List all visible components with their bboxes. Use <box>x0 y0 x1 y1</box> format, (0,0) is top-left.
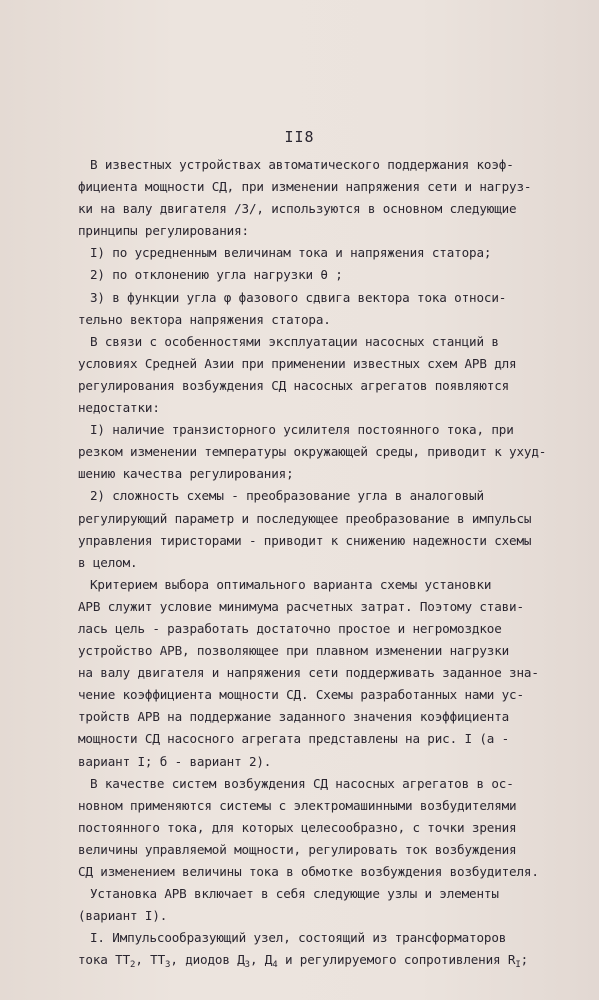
subscript: 4 <box>272 960 278 971</box>
text-line: Критерием выбора оптимального варианта схемы установки <box>90 576 492 592</box>
page-number: II8 <box>284 128 315 146</box>
text-line: 2) сложность схемы - преобразование угла в аналоговый <box>90 488 484 504</box>
text-line: резком изменении температуры окружающей среды, приводит к ухуд- <box>78 444 547 460</box>
text-line: управления тиристорами - приводит к снижению надежности схемы <box>78 532 532 548</box>
text-line: СД изменением величины тока в обмотке возбуждения возбудителя. <box>78 864 539 879</box>
text-fragment: , диодов Д <box>170 952 245 968</box>
text-line: В качестве систем возбуждения СД насосных агрегатов в ос- <box>90 775 514 791</box>
text-line: новном применяются системы с электромашинными возбудителями <box>78 797 517 813</box>
subscript: 2 <box>130 960 136 971</box>
text-line: регулирующий параметр и последующее преобразование в импульсы <box>78 510 532 526</box>
text-line: регулирования возбуждения СД насосных агрегатов появляются <box>78 377 510 393</box>
text-fragment: , Д <box>249 952 273 968</box>
text-fragment: тока ТТ <box>78 952 131 968</box>
subscript: 3 <box>165 960 171 971</box>
text-line: (вариант I). <box>78 908 168 924</box>
text-fragment: и регулируемого сопротивления R <box>277 952 516 968</box>
text-line: I) по усредненным величинам тока и напряжения статора; <box>90 245 492 261</box>
text-line: чение коэффициента мощности СД. Схемы разработанных нами ус- <box>78 687 524 703</box>
text-line: недостатки: <box>78 400 160 416</box>
text-fragment: ; <box>520 952 529 968</box>
text-line: вариант I; б - вариант 2). <box>78 753 272 769</box>
subscript: I <box>515 960 521 971</box>
text-line: тройств АРВ на поддержание заданного значения коэффициента <box>78 709 510 725</box>
text-line: принципы регулирования: <box>78 223 249 239</box>
text-line-last <box>78 949 578 971</box>
text-line: АРВ служит условие минимума расчетных затрат. Поэтому стави- <box>78 598 524 614</box>
text-line: в целом. <box>78 554 138 570</box>
text-line: лась цель - разработать достаточно простое и негромоздкое <box>78 620 502 636</box>
text-line: 2) по отклонению угла нагрузки θ ; <box>90 267 343 283</box>
text-line: на валу двигателя и напряжения сети поддерживать заданное зна- <box>78 665 539 681</box>
text-line: фициента мощности СД, при изменении напряжения сети и нагруз- <box>78 179 532 195</box>
text-line: устройство АРВ, позволяющее при плавном изменении нагрузки <box>78 643 510 659</box>
text-line: В известных устройствах автоматического поддержания коэф- <box>90 157 514 172</box>
text-line: 3) в функции угла φ фазового сдвига вектора тока относи- <box>90 289 507 305</box>
subscript: 3 <box>244 960 250 971</box>
text-line: I) наличие транзисторного усилителя постоянного тока, при <box>90 422 514 438</box>
text-line: величины управляемой мощности, регулировать ток возбуждения <box>78 841 517 857</box>
page-text <box>78 154 578 971</box>
text-line: мощности СД насосного агрегата представлены на рис. I (а - <box>78 731 510 747</box>
text-line: В связи с особенностями эксплуатации насосных станций в <box>90 333 499 349</box>
text-line: ки на валу двигателя /3/, используются в основном следующие <box>78 201 517 217</box>
text-line: Установка АРВ включает в себя следующие узлы и элементы <box>90 886 499 902</box>
text-line: условиях Средней Азии при применении известных схем АРВ для <box>78 355 517 371</box>
text-line: постоянного тока, для которых целесообразно, с точки зрения <box>78 819 517 835</box>
text-fragment: , ТТ <box>135 952 166 968</box>
text-line: тельно вектора напряжения статора. <box>78 311 331 327</box>
text-line: I. Импульсообразующий узел, состоящий из трансформаторов <box>90 930 507 946</box>
text-line: шению качества регулирования; <box>78 466 294 482</box>
